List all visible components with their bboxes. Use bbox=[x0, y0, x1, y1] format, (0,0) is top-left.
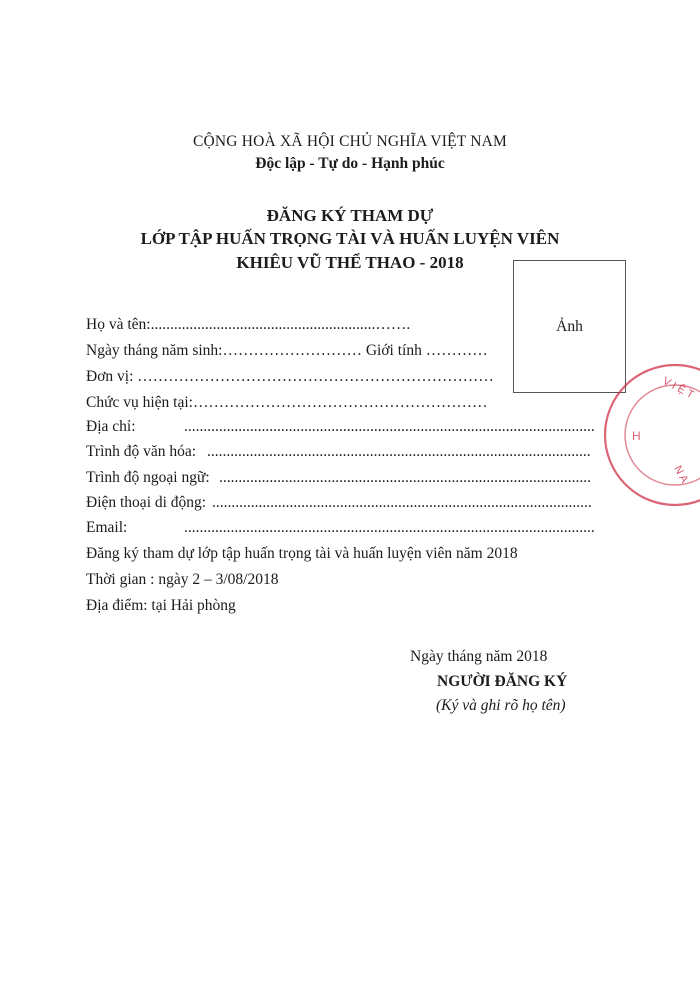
svg-text:V I Ệ T: V I Ệ T bbox=[660, 375, 696, 402]
phone-label: Điện thoại di động: bbox=[86, 494, 207, 511]
address-dots: .......................................................................................................... bbox=[184, 418, 595, 435]
red-stamp-seal bbox=[600, 360, 700, 510]
event-time: Thời gian : ngày 2 – 3/08/2018 bbox=[86, 571, 279, 588]
education-label: Trình độ văn hóa: bbox=[86, 443, 197, 460]
unit-field: Đơn vị: …………………………………………………………… bbox=[86, 368, 494, 385]
svg-text:H: H bbox=[632, 429, 641, 443]
email-label: Email: bbox=[86, 519, 128, 536]
photo-label: Ảnh bbox=[556, 318, 583, 335]
phone-dots: .................................................................................................. bbox=[212, 494, 592, 511]
svg-text:N A: N A bbox=[671, 463, 691, 486]
national-motto: Độc lập - Tự do - Hạnh phúc bbox=[255, 155, 445, 172]
form-title-line2: LỚP TẬP HUẤN TRỌNG TÀI VÀ HUẤN LUYỆN VIÊN bbox=[140, 229, 560, 248]
email-dots: .......................................................................................................... bbox=[184, 519, 595, 536]
name-field: Họ và tên:..........................................................……. bbox=[86, 316, 411, 333]
language-dots: ................................................................................................ bbox=[219, 469, 591, 486]
national-header: CỘNG HOÀ XÃ HỘI CHỦ NGHĨA VIỆT NAM bbox=[192, 133, 508, 150]
register-statement: Đăng ký tham dự lớp tập huấn trọng tài và huấn luyện viên năm 2018 bbox=[86, 545, 518, 562]
form-title-line3: KHIÊU VŨ THỂ THAO - 2018 bbox=[236, 253, 464, 272]
language-label: Trình độ ngoại ngữ: bbox=[86, 469, 210, 486]
signature-date: Ngày tháng năm 2018 bbox=[410, 648, 548, 665]
signature-title: NGƯỜI ĐĂNG KÝ bbox=[437, 673, 568, 690]
education-dots: ................................................................................................... bbox=[207, 443, 591, 460]
birth-gender-field: Ngày tháng năm sinh:……………………… Giới tính ………… bbox=[86, 342, 488, 359]
position-field: Chức vụ hiện tại:………………………………………………… bbox=[86, 394, 488, 411]
signature-note: (Ký và ghi rõ họ tên) bbox=[436, 697, 566, 714]
event-place: Địa điểm: tại Hải phòng bbox=[86, 597, 236, 614]
form-title-line1: ĐĂNG KÝ THAM DỰ bbox=[266, 206, 434, 225]
address-label: Địa chỉ: bbox=[86, 418, 136, 435]
